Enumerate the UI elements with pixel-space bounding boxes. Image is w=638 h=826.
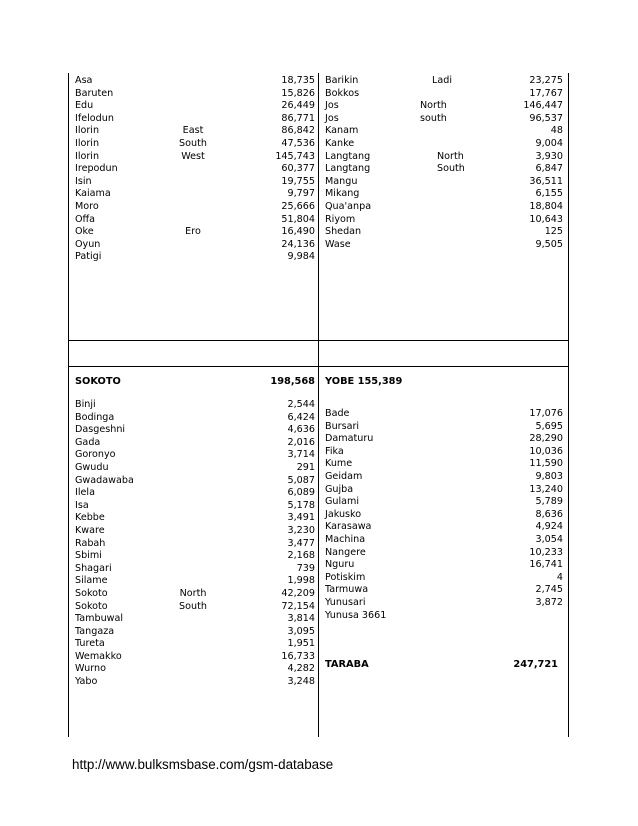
lga-name: Kware [75,524,105,536]
lga-count: 5,695 [535,420,563,432]
taraba-title: TARABA [325,659,369,670]
lga-count: 3,930 [535,150,563,162]
lga-count: 3,230 [287,524,315,536]
lga-count: 9,984 [287,251,315,263]
lga-name: Ilela [75,487,95,499]
lga-name: Offa [75,213,96,225]
lga-count: 4,282 [287,663,315,675]
lga-count: 16,733 [281,650,315,662]
lga-name: Oke [75,226,94,238]
table-row [75,239,315,252]
footer-url: http://www.bulksmsbase.com/gsm-database [72,757,334,772]
lga-count: 60,377 [281,163,315,175]
lga-name: Damaturu [325,433,374,445]
lga-count: 25,666 [281,200,315,212]
lga-count: 10,643 [529,213,563,225]
lga-count: 4,636 [287,424,315,436]
table-row [75,462,315,475]
lga-count: 26,449 [281,100,315,112]
table-row [75,663,315,676]
lga-name: Irepodun [75,163,118,175]
table-row [325,610,563,623]
lga-name: Kanke [325,137,355,149]
lga-count: 23,275 [529,75,563,86]
lga-name: Jakusko [325,508,362,520]
table-row [75,449,315,462]
lga-count: 2,016 [287,436,315,448]
lga-count: 3,054 [535,533,563,545]
sokoto-title: SOKOTO [75,376,121,387]
lga-count: 9,505 [535,238,563,250]
table-row [325,496,563,509]
table-row [325,176,563,189]
table-row [325,151,563,164]
lga-count: 28,290 [529,433,563,445]
lga-name: Wase [325,238,351,250]
plateau-lga-list [325,75,563,251]
table-row [325,484,563,497]
lga-count: 6,424 [287,411,315,423]
lga-count: 16,741 [529,559,563,571]
lga-name: Geidam [325,470,363,482]
lga-count: 36,511 [529,175,563,187]
lga-count: 19,755 [281,175,315,187]
lga-name: Bodinga [75,411,115,423]
lga-name: Ilorin [75,137,100,149]
lga-name: Shedan [325,226,362,238]
table-row [325,239,563,252]
lga-name: Nguru [325,559,355,571]
lga-count: 10,036 [529,445,563,457]
lga-name: Gada [75,436,101,448]
kwara-lga-list [75,75,315,264]
lga-name: Oyun [75,238,101,250]
lga-name: Gwudu [75,461,109,473]
table-row [325,113,563,126]
sokoto-header [75,375,315,389]
lga-name: Ilorin [75,125,100,137]
table-row [75,550,315,563]
lga-count: 9,803 [535,470,563,482]
table-row [325,201,563,214]
lga-name: Binji [75,399,96,410]
table-row [75,538,315,551]
lga-count: 6,847 [535,163,563,175]
lga-count: 86,842 [281,125,315,137]
lga-name: Yabo [75,676,98,688]
table-row [325,75,563,88]
table-row [75,613,315,626]
lga-name: Gulami [325,496,360,508]
lga-count: 125 [544,226,563,238]
lga-name: Shagari [75,562,112,574]
sokoto-lga-list [75,399,315,689]
lga-count: 2,544 [287,399,315,410]
lga-count: 9,797 [287,188,315,200]
lga-count: 146,447 [523,100,563,112]
lga-name: Ilorin [75,150,100,162]
table-row [325,458,563,471]
table-row [325,163,563,176]
table-row-divider [68,366,569,367]
lga-count: 739 [296,562,315,574]
lga-count: 51,804 [281,213,315,225]
lga-name: Kanam [325,125,359,137]
lga-name-suffix: North [420,100,447,112]
table-left-border [68,73,69,737]
lga-name: Patigi [75,251,102,263]
lga-name-suffix: North [437,150,464,162]
lga-name: Wurno [75,663,106,675]
table-row [325,226,563,239]
lga-count: 42,209 [281,587,315,599]
lga-name: Wemakko [75,650,122,662]
table-row [75,512,315,525]
lga-name: Fika [325,445,344,457]
lga-count: 5,178 [287,499,315,511]
lga-name: Dasgeshni [75,424,126,436]
table-row [75,251,315,264]
table-row [325,509,563,522]
table-row [75,676,315,689]
table-row-divider [68,340,569,341]
table-row [75,588,315,601]
table-row [75,188,315,201]
table-row [325,446,563,459]
table-row [75,75,315,88]
lga-name: Langtang [325,163,371,175]
lga-name: Barikin [325,75,359,86]
lga-name: Kebbe [75,512,105,524]
lga-name: Yunusa 3661 [325,609,387,621]
lga-count: 96,537 [529,112,563,124]
table-row [325,138,563,151]
lga-name-suffix: South [179,137,207,149]
lga-name: Moro [75,200,99,212]
table-row [75,563,315,576]
table-row [75,475,315,488]
lga-count: 17,076 [529,408,563,419]
lga-name: Isa [75,499,89,511]
lga-name: Machina [325,533,366,545]
lga-name: Bade [325,408,350,419]
lga-name: Tangaza [75,625,115,637]
table-row [325,547,563,560]
lga-name: Jos [325,112,339,124]
lga-count: 3,477 [287,537,315,549]
lga-count: 1,998 [287,575,315,587]
table-row [75,113,315,126]
lga-name: Sokoto [75,587,108,599]
lga-name: Jos [325,100,339,112]
table-row [325,88,563,101]
lga-name: Karasawa [325,521,372,533]
table-row [75,151,315,164]
lga-name: Potiskim [325,571,366,583]
table-row [325,471,563,484]
lga-count: 86,771 [281,112,315,124]
lga-name: Bursari [325,420,360,432]
table-row [75,575,315,588]
table-row [75,500,315,513]
lga-name: Tambuwal [75,613,124,625]
table-row [325,572,563,585]
lga-name: Goronyo [75,449,116,461]
table-row [75,201,315,214]
table-row [75,125,315,138]
lga-name-suffix: South [179,600,207,612]
table-row [325,100,563,113]
lga-count: 9,004 [535,137,563,149]
lga-count: 24,136 [281,238,315,250]
table-row [325,433,563,446]
lga-name: Gujba [325,483,354,495]
lga-count: 17,767 [529,87,563,99]
lga-name-suffix: Ero [185,226,201,238]
table-row [75,437,315,450]
lga-name: Nangere [325,546,366,558]
lga-count: 3,095 [287,625,315,637]
taraba-total: 247,721 [513,659,558,670]
lga-count: 13,240 [529,483,563,495]
lga-count: 10,233 [529,546,563,558]
table-row [325,521,563,534]
lga-name: Kume [325,458,353,470]
lga-count: 2,168 [287,550,315,562]
lga-name: Qua'anpa [325,200,372,212]
lga-count: 6,089 [287,487,315,499]
lga-count: 16,490 [281,226,315,238]
lga-count: 48 [550,125,563,137]
lga-name: Tureta [75,638,105,650]
table-row [75,651,315,664]
lga-name: Silame [75,575,108,587]
lga-name-suffix: West [181,150,205,162]
lga-name: Mikang [325,188,360,200]
lga-name-suffix: North [179,587,207,599]
lga-name: Yunusari [325,596,366,608]
table-right-border [568,73,569,737]
yobe-header [325,375,563,389]
lga-name: Tarmuwa [325,584,369,596]
lga-name: Kaiama [75,188,111,200]
table-row [325,534,563,547]
table-row [75,626,315,639]
lga-count: 145,743 [275,150,315,162]
lga-count: 3,872 [535,596,563,608]
lga-name: Ifelodun [75,112,114,124]
lga-name: Riyom [325,213,356,225]
table-row [75,163,315,176]
lga-count: 15,826 [281,87,315,99]
lga-count: 291 [296,461,315,473]
sokoto-total: 198,568 [270,376,315,387]
lga-name-suffix: south [420,112,447,124]
lga-count: 18,735 [281,75,315,86]
lga-name: Baruten [75,87,114,99]
lga-count: 4 [556,571,563,583]
lga-name: Mangu [325,175,358,187]
table-row [75,88,315,101]
table-row [75,412,315,425]
taraba-header [325,658,558,672]
table-row [75,176,315,189]
table-row [325,408,563,421]
lga-name: Isin [75,175,92,187]
table-row [75,638,315,651]
table-row [75,424,315,437]
table-row [75,399,315,412]
table-row [325,421,563,434]
table-center-divider [318,73,319,737]
lga-count: 1,951 [287,638,315,650]
lga-name: Sokoto [75,600,108,612]
lga-count: 2,745 [535,584,563,596]
lga-count: 5,789 [535,496,563,508]
lga-count: 3,814 [287,613,315,625]
table-row [325,125,563,138]
table-row [75,214,315,227]
lga-count: 4,924 [535,521,563,533]
lga-name: Langtang [325,150,371,162]
lga-count: 8,636 [535,508,563,520]
lga-name: Edu [75,100,94,112]
lga-name: Rabah [75,537,106,549]
table-row [75,100,315,113]
lga-count: 5,087 [287,474,315,486]
table-row [325,597,563,610]
table-row [75,601,315,614]
lga-count: 3,248 [287,676,315,688]
lga-name-suffix: South [437,163,465,175]
lga-count: 72,154 [281,600,315,612]
lga-name-suffix: Ladi [432,75,452,86]
lga-count: 3,714 [287,449,315,461]
lga-count: 18,804 [529,200,563,212]
lga-name: Asa [75,75,93,86]
table-row [75,226,315,239]
lga-name: Gwadawaba [75,474,134,486]
yobe-lga-list [325,408,563,622]
table-row [75,525,315,538]
table-row [75,487,315,500]
table-row [325,188,563,201]
table-row [325,584,563,597]
lga-name: Sbimi [75,550,102,562]
lga-name: Bokkos [325,87,360,99]
table-row [75,138,315,151]
lga-count: 11,590 [529,458,563,470]
lga-count: 6,155 [535,188,563,200]
lga-count: 3,491 [287,512,315,524]
lga-name-suffix: East [182,125,204,137]
yobe-title: YOBE 155,389 [325,376,403,387]
table-row [325,559,563,572]
table-row [325,214,563,227]
lga-count: 47,536 [281,137,315,149]
